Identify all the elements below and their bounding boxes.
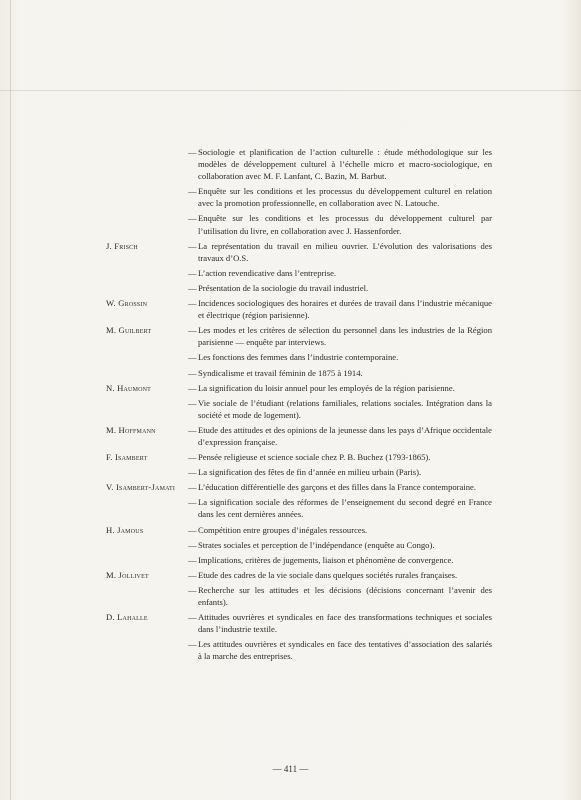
- list-item: [106, 451, 492, 463]
- entry-dash: —: [188, 267, 197, 278]
- entry-text: Vie sociale de l’étudiant (relations familiales, relations sociales. Intégration dans la société et mode de logement).: [198, 397, 492, 420]
- entry-text: Syndicalisme et travail féminin de 1875 à 1914.: [198, 367, 363, 378]
- list-item: [106, 367, 492, 379]
- author-name: V. Isambert-Jamati: [106, 482, 176, 493]
- author-name: F. Isambert: [106, 452, 148, 463]
- paper-fold: [0, 90, 581, 91]
- author-name: [106, 554, 188, 566]
- list-item: [106, 424, 492, 448]
- entry-text: Présentation de la sociologie du travail industriel.: [198, 282, 369, 293]
- author-name: [106, 584, 188, 608]
- author-name: [106, 496, 188, 520]
- entry-text: Les attitudes ouvrières et syndicales en face des tentatives d’association des salariés à la marche des entreprises.: [198, 639, 492, 662]
- entry-dash: —: [188, 612, 197, 623]
- entry-text: La signification sociale des réformes de l’enseignement du second degré en France dans les cent dernières années.: [198, 497, 492, 520]
- list-item: [106, 539, 492, 551]
- list-item: [106, 324, 492, 348]
- entry-dash: —: [188, 424, 197, 435]
- entry-dash: —: [188, 467, 197, 478]
- author-name: [106, 351, 188, 363]
- entry-text: Attitudes ouvrières et syndicales en face des transformations techniques et sociales dans l’industrie textile.: [198, 612, 492, 635]
- entry-text: La signification du loisir annuel pour les employés de la région parisienne.: [198, 382, 455, 393]
- author-name: H. Jamous: [106, 524, 144, 535]
- author-name: [106, 367, 188, 379]
- entry-text: La représentation du travail en milieu ouvrier. L’évolution des valorisations des travaux d’O.S.: [198, 240, 492, 263]
- entry-text: Enquête sur les conditions et les processus du développement culturel par l’utilisation du livre, en collaboration avec J. Hassenforder.: [198, 213, 492, 236]
- entry-dash: —: [188, 186, 197, 197]
- list-item: [106, 481, 492, 493]
- list-item: [106, 351, 492, 363]
- entry-dash: —: [188, 554, 197, 565]
- author-name: M. Hoffmann: [106, 424, 156, 435]
- entry-dash: —: [188, 325, 197, 336]
- entry-text: La signification des fêtes de fin d’année en milieu urbain (Paris).: [198, 467, 422, 478]
- entry-dash: —: [188, 397, 197, 408]
- entry-dash: —: [188, 482, 197, 493]
- author-name: [106, 267, 188, 279]
- entry-text: Compétition entre groupes d’inégales ressources.: [198, 524, 368, 535]
- paper-edge: [10, 0, 11, 800]
- author-name: [106, 638, 188, 662]
- entry-text: L’éducation différentielle des garçons et des filles dans la France contemporaine.: [198, 482, 476, 493]
- list-item: [106, 382, 492, 394]
- entry-text: Sociologie et planification de l’action culturelle : étude méthodologique sur les modèles de développement culturel à l’échelle micro et macro-sociologique, en collaboration avec M. F. Lanfant, C. Bazin, M. Barbut.: [198, 147, 492, 182]
- author-name: J. Frisch: [106, 240, 138, 251]
- author-name: [106, 282, 188, 294]
- author-name: [106, 146, 188, 182]
- entry-dash: —: [188, 497, 197, 508]
- author-name: [106, 212, 188, 236]
- entry-dash: —: [188, 240, 197, 251]
- entry-text: Enquête sur les conditions et les processus du développement culturel en relation avec la promotion professionnelle, en collaboration avec N. Latouche.: [198, 186, 492, 209]
- list-item: [106, 638, 492, 662]
- author-name: N. Haumont: [106, 382, 152, 393]
- author-name: W. Grossin: [106, 298, 148, 309]
- list-item: [106, 569, 492, 581]
- author-name: M. Guilbert: [106, 325, 152, 336]
- entry-text: Les modes et les critères de sélection du personnel dans les industries de la Région parisienne — enquête par interviews.: [198, 325, 492, 348]
- entry-dash: —: [188, 539, 197, 550]
- list-item: [106, 282, 492, 294]
- entry-text: Les fonctions des femmes dans l’industrie contemporaine.: [198, 352, 399, 363]
- entry-dash: —: [188, 282, 197, 293]
- entry-dash: —: [188, 569, 197, 580]
- author-name: [106, 185, 188, 209]
- list-item: [106, 146, 492, 182]
- entry-text: Incidences sociologiques des horaires et durées de travail dans l’industrie mécanique et électrique (région parisienne).: [198, 298, 492, 321]
- entry-dash: —: [188, 352, 197, 363]
- list-item: [106, 267, 492, 279]
- list-item: [106, 240, 492, 264]
- entry-dash: —: [188, 382, 197, 393]
- list-item: [106, 297, 492, 321]
- list-item: [106, 397, 492, 421]
- list-item: [106, 212, 492, 236]
- entry-text: Recherche sur les attitudes et les décisions (décisions concernant l’avenir des enfants).: [198, 584, 492, 607]
- entry-text: Strates sociales et perception de l’indépendance (enquête au Congo).: [198, 539, 435, 550]
- entry-dash: —: [188, 213, 197, 224]
- author-name: [106, 466, 188, 478]
- author-name: [106, 539, 188, 551]
- entry-text: Pensée religieuse et science sociale chez P. B. Buchez (1793-1865).: [198, 452, 431, 463]
- list-item: [106, 496, 492, 520]
- entry-dash: —: [188, 524, 197, 535]
- list-item: [106, 584, 492, 608]
- entry-dash: —: [188, 147, 197, 157]
- author-name: M. Jollivet: [106, 569, 149, 580]
- author-name: D. Lahalle: [106, 612, 148, 623]
- publication-list: [106, 146, 492, 662]
- list-item: [106, 185, 492, 209]
- list-item: [106, 611, 492, 635]
- entry-text: Etude des attitudes et des opinions de la jeunesse dans les pays d’Afrique occidentale d’expression française.: [198, 424, 492, 447]
- list-item: [106, 524, 492, 536]
- author-name: [106, 397, 188, 421]
- list-item: [106, 554, 492, 566]
- entry-text: L’action revendicative dans l’entreprise.: [198, 267, 337, 278]
- entry-dash: —: [188, 584, 197, 595]
- entry-dash: —: [188, 298, 197, 309]
- entry-text: Etude des cadres de la vie sociale dans quelques sociétés rurales françaises.: [198, 569, 458, 580]
- entry-dash: —: [188, 367, 197, 378]
- list-item: [106, 466, 492, 478]
- entry-dash: —: [188, 639, 197, 650]
- entry-dash: —: [188, 452, 197, 463]
- entry-text: Implications, critères de jugements, liaison et phénomène de convergence.: [198, 554, 454, 565]
- page-number: — 411 —: [272, 764, 309, 774]
